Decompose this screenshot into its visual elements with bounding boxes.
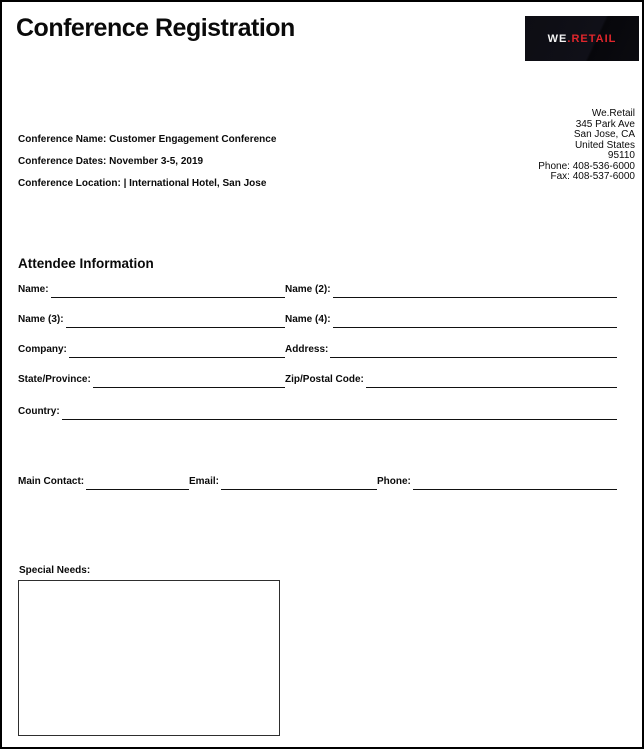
zip-label: Zip/Postal Code: (285, 374, 364, 385)
form-row-contact (18, 474, 617, 490)
main-contact-input-line[interactable] (86, 489, 189, 490)
state-input-line[interactable] (93, 387, 285, 388)
address-field-cell (285, 342, 617, 358)
attendee-information-heading: Attendee Information (18, 256, 154, 271)
name3-label: Name (3): (18, 314, 64, 325)
name-label: Name: (18, 284, 49, 295)
conference-location-line: Conference Location: | International Hotel, San Jose (18, 178, 267, 189)
name4-field-cell (285, 312, 617, 328)
state-label: State/Province: (18, 374, 91, 385)
company-name: We.Retail (591, 108, 635, 119)
name2-input-line[interactable] (333, 297, 617, 298)
special-needs-label: Special Needs: (19, 565, 91, 576)
address-label: Address: (285, 344, 329, 355)
company-street: 345 Park Ave (575, 118, 635, 130)
state-field-cell (18, 372, 285, 388)
email-field-cell (189, 474, 377, 490)
company-phone: Phone: 408-536-6000 (538, 160, 635, 172)
company-field-cell (18, 342, 285, 358)
name-field-cell (18, 282, 285, 298)
company-address-block (538, 109, 635, 183)
company-fax: Fax: 408-537-6000 (550, 171, 635, 182)
email-label: Email: (189, 476, 220, 487)
company-country: United States (574, 139, 635, 151)
country-field-cell (18, 404, 617, 420)
zip-input-line[interactable] (366, 387, 617, 388)
main-contact-label: Main Contact: (18, 476, 85, 487)
name3-field-cell (18, 312, 285, 328)
company-input-line[interactable] (69, 357, 285, 358)
page-title: Conference Registration (16, 14, 295, 42)
special-needs-box[interactable] (18, 580, 280, 736)
email-input-line[interactable] (221, 489, 377, 490)
form-row-company-address (18, 342, 617, 358)
zip-field-cell (285, 372, 617, 388)
phone-input-line[interactable] (413, 489, 617, 490)
name-input-line[interactable] (51, 297, 285, 298)
logo-we-text: WE (547, 32, 568, 45)
company-city: San Jose, CA (573, 129, 635, 140)
form-row-country (18, 404, 617, 420)
company-label: Company: (18, 344, 67, 355)
country-label: Country: (18, 406, 60, 417)
name2-field-cell (285, 282, 617, 298)
conference-dates-line: Conference Dates: November 3-5, 2019 (18, 156, 204, 167)
conference-details (18, 134, 276, 200)
name4-input-line[interactable] (333, 327, 617, 328)
name4-label: Name (4): (285, 314, 331, 325)
form-row-names-2 (18, 312, 617, 328)
logo-dot: . (567, 32, 572, 45)
phone-field-cell (377, 474, 617, 490)
form-row-state-zip (18, 372, 617, 388)
logo-retail-text: RETAIL (571, 32, 617, 45)
we-retail-logo (525, 16, 639, 61)
name3-input-line[interactable] (66, 327, 285, 328)
main-contact-field-cell (18, 474, 189, 490)
conference-name-line: Conference Name: Customer Engagement Conference (18, 134, 277, 145)
form-row-names-1 (18, 282, 617, 298)
company-zip: 95110 (607, 150, 635, 161)
phone-label: Phone: (377, 476, 411, 487)
address-input-line[interactable] (330, 357, 617, 358)
name2-label: Name (2): (285, 284, 331, 295)
country-input-line[interactable] (62, 419, 617, 420)
